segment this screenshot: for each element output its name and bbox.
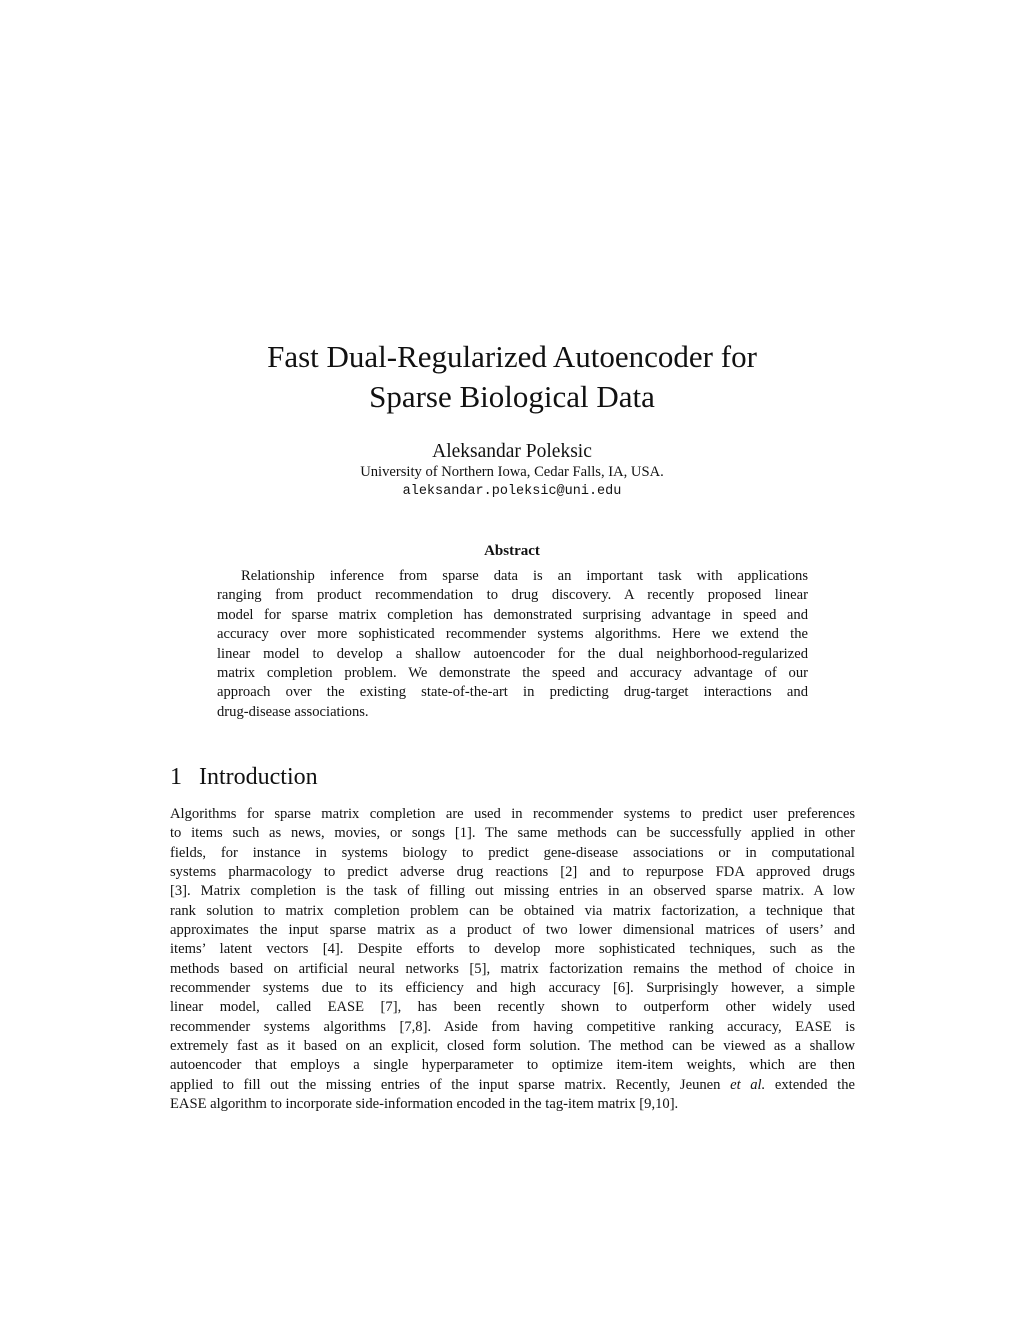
author-affiliation: University of Northern Iowa, Cedar Falls, IA, USA. [360,464,664,480]
abstract-heading: Abstract [484,543,540,559]
body-line: recommender systems due to its efficiency and high accuracy [6]. Surprisingly however, a simple [170,979,855,996]
body-line: items’ latent vectors [4]. Despite efforts to develop more sophisticated techniques, such as the [170,941,855,958]
body-line: methods based on artificial neural networks [5], matrix factorization remains the method of choice in [170,960,855,977]
body-line: rank solution to matrix completion problem can be obtained via matrix factorization, a technique that [170,902,855,919]
section-number: 1 [170,764,182,790]
abstract-body [217,567,808,722]
title-line-2: Sparse Biological Data [369,379,655,414]
body-line: [3]. Matrix completion is the task of filling out missing entries in an observed sparse matrix. A low [170,883,855,900]
author-name: Aleksandar Poleksic [432,441,592,462]
paper-title [0,337,1024,417]
body-line: fields, for instance in systems biology to predict gene-disease associations or in computational [170,844,855,861]
body-line-tail: extended the [774,1076,855,1093]
et-al-italic: et al. [730,1076,766,1093]
section-title: Introduction [199,764,318,790]
body-line: extremely fast as it based on an explicit, closed form solution. The method can be viewed as a shallow [170,1037,855,1054]
body-line: recommender systems algorithms [7,8]. Aside from having competitive ranking accuracy, EASE is [170,1018,855,1035]
abstract-line: accuracy over more sophisticated recommender systems algorithms. Here we extend the [217,626,808,643]
abstract-line: Relationship inference from sparse data is an important task with applications [241,568,808,584]
author-email: aleksandar.poleksic@uni.edu [402,484,622,499]
body-line [170,1076,855,1095]
abstract-line: linear model to develop a shallow autoencoder for the dual neighborhood-regularized [217,645,808,662]
body-line: to items such as news, movies, or songs [1]. The same methods can be successfully applied in other [170,825,855,842]
body-line-text: applied to fill out the missing entries of the input sparse matrix. Recently, Jeunen [170,1076,721,1093]
title-line-1: Fast Dual-Regularized Autoencoder for [267,339,757,374]
body-line: systems pharmacology to predict adverse drug reactions [2] and to repurpose FDA approved drugs [170,863,855,880]
abstract-line: matrix completion problem. We demonstrate the speed and accuracy advantage of our [217,664,808,681]
abstract-line: approach over the existing state-of-the-art in predicting drug-target interactions and [217,684,808,701]
body-line: Algorithms for sparse matrix completion are used in recommender systems to predict user preferences [170,806,855,822]
abstract-line: ranging from product recommendation to drug discovery. A recently proposed linear [217,587,808,604]
section-heading [170,760,318,794]
body-line: linear model, called EASE [7], has been recently shown to outperform other widely used [170,999,855,1016]
body-line: approximates the input sparse matrix as a product of two lower dimensional matrices of users’ and [170,921,855,938]
abstract-line: model for sparse matrix completion has demonstrated surprising advantage in speed and [217,606,808,623]
abstract-line: drug-disease associations. [217,703,369,720]
body-line: autoencoder that employs a single hyperparameter to optimize item-item weights, which are then [170,1057,855,1074]
body-line: EASE algorithm to incorporate side-information encoded in the tag-item matrix [9,10]. [170,1095,679,1112]
introduction-body [170,805,855,1114]
